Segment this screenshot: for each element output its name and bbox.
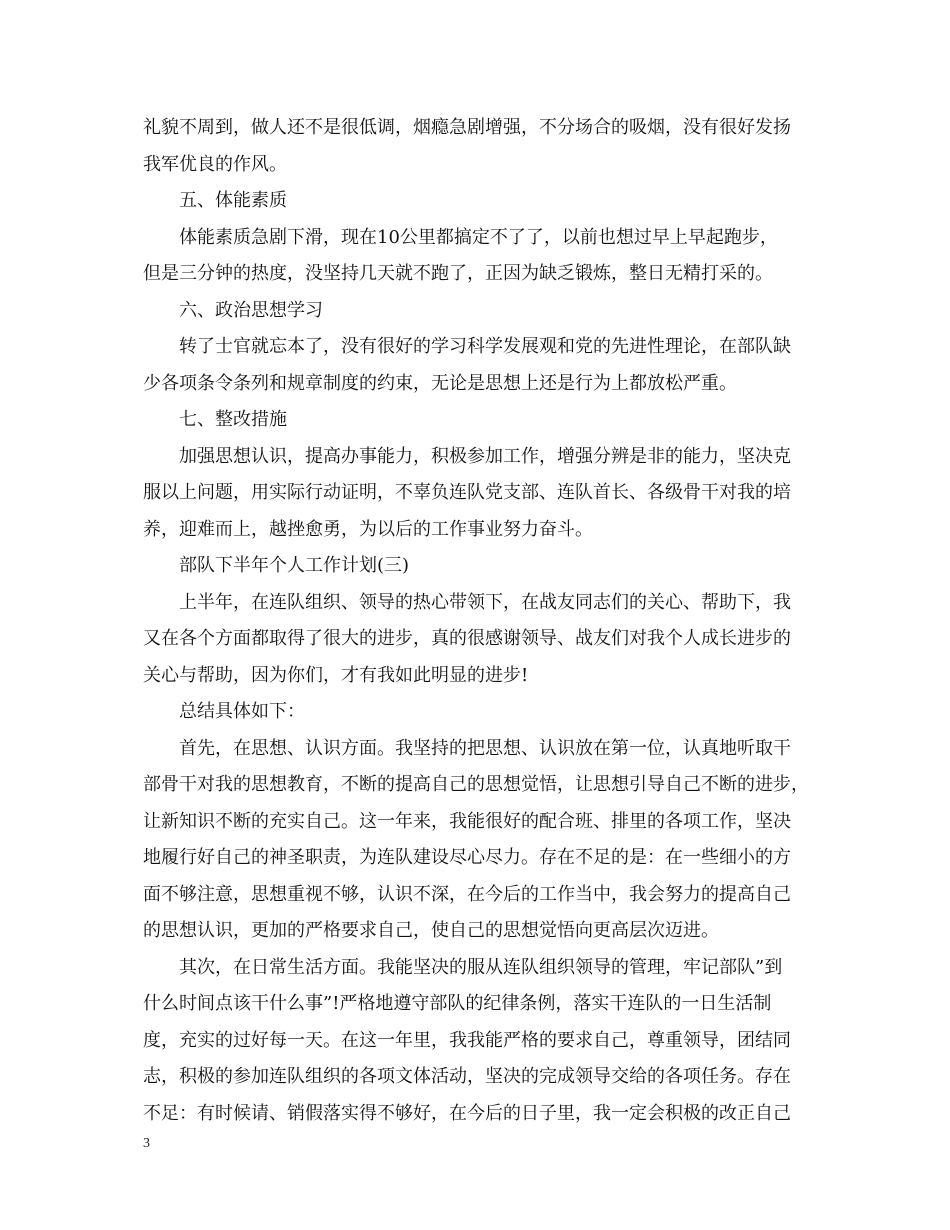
text-line: 让新知识不断的充实自己。这一年来，我能很好的配合班、排里的各项工作，坚决 [143, 810, 791, 832]
text-line: 地履行好自己的神圣职责，为连队建设尽心尽力。存在不足的是：在一些细小的方 [143, 847, 791, 868]
text-line: 面不够注意，思想重视不够，认识不深，在今后的工作当中，我会努力的提高自己 [143, 883, 791, 905]
text-line: 度，充实的过好每一天。在这一年里，我我能严格的要求自己，尊重领导，团结同 [143, 1029, 791, 1051]
text-line: 关心与帮助，因为你们，才有我如此明显的进步! [143, 664, 529, 686]
text-line: 上半年，在连队组织、领导的热心带领下，在战友同志们的关心、帮助下，我 [179, 591, 791, 613]
text-line: 部队下半年个人工作计划(三) [179, 555, 410, 576]
text-line: 部骨干对我的思想教育，不断的提高自己的思想觉悟，让思想引导自己不断的进步， [143, 774, 809, 795]
text-line: 志，积极的参加连队组织的各项文体活动，坚决的完成领导交给的各项任务。存在 [143, 1066, 791, 1087]
text-line: 加强思想认识，提高办事能力，积极参加工作，增强分辨是非的能力，坚决克 [179, 445, 791, 467]
text-line: 七、整改措施 [179, 409, 287, 430]
text-line: 转了士官就忘本了，没有很好的学习科学发展观和党的先进性理论，在部队缺 [179, 336, 791, 357]
text-line: 又在各个方面都取得了很大的进步，真的很感谢领导、战友们对我个人成长进步的 [143, 628, 791, 649]
text-line: 六、政治思想学习 [179, 299, 323, 321]
text-line: 少各项条令条列和规章制度的约束，无论是思想上还是行为上都放松严重。 [143, 372, 737, 394]
text-line: 五、体能素质 [179, 190, 287, 211]
text-line: 礼貌不周到，做人还不是很低调，烟瘾急剧增强，不分场合的吸烟，没有很好发扬 [143, 117, 791, 138]
text-line: 其次，在日常生活方面。我能坚决的服从连队组织领导的管理，牢记部队”到 [179, 956, 783, 978]
text-line: 但是三分钟的热度，没坚持几天就不跑了，正因为缺乏锻炼，整日无精打采的。 [143, 263, 773, 284]
text-line: 的思想认识，更加的严格要求自己，使自己的思想觉悟向更高层次迈进。 [143, 920, 719, 941]
text-line: 我军优良的作风。 [143, 153, 287, 175]
text-line: 养，迎难而上，越挫愈勇，为以后的工作事业努力奋斗。 [143, 518, 593, 540]
text-line: 总结具体如下： [179, 701, 305, 722]
text-line: 体能素质急剧下滑，现在10公里都搞定不了了，以前也想过早上早起跑步， [179, 226, 778, 248]
text-line: 首先，在思想、认识方面。我坚持的把思想、认识放在第一位，认真地听取干 [179, 737, 791, 759]
text-line: 不足：有时候请、销假落实得不够好，在今后的日子里，我一定会积极的改正自己 [143, 1102, 791, 1124]
page-number: 3 [143, 1136, 150, 1151]
document-body [143, 110, 809, 1132]
text-line: 服以上问题，用实际行动证明，不辜负连队党支部、连队首长、各级骨干对我的培 [143, 482, 791, 503]
text-line: 什么时间点该干什么事”!严格地遵守部队的纪律条例，落实干连队的一日生活制 [143, 993, 772, 1014]
